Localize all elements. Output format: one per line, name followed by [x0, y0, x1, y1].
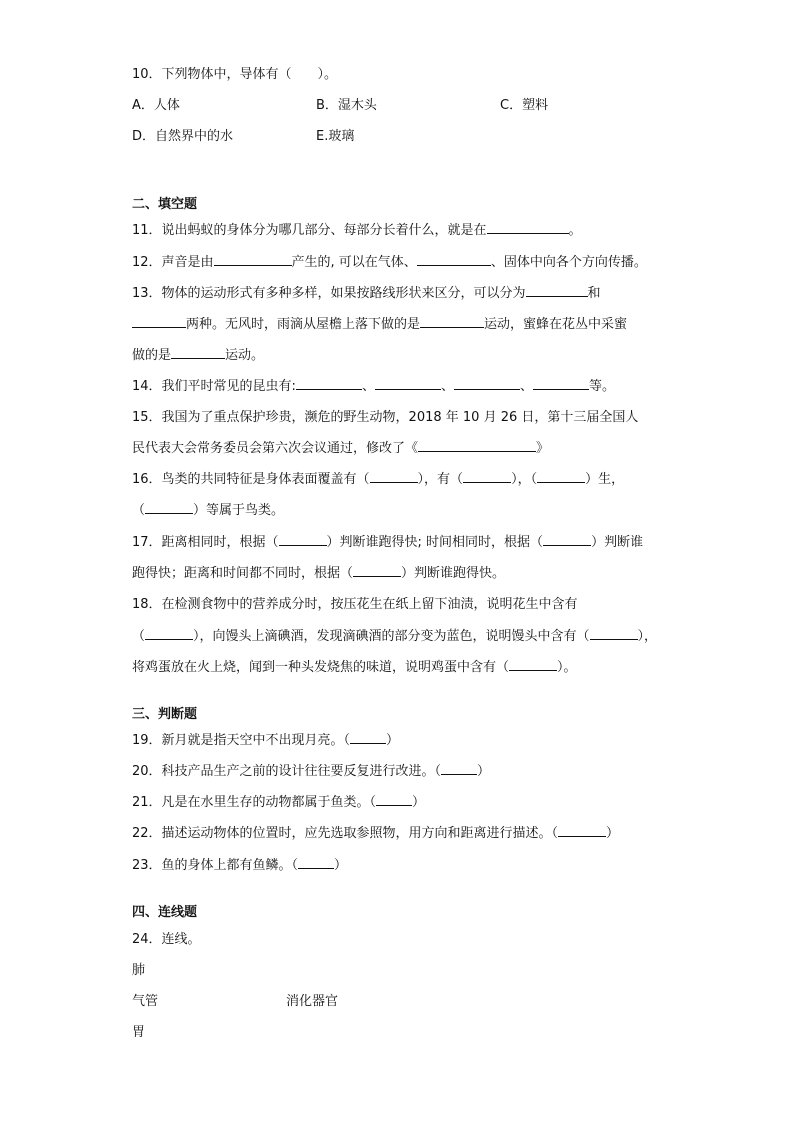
answer-blank[interactable]	[526, 285, 588, 297]
option-e: E.玻璃	[316, 129, 355, 144]
answer-blank[interactable]	[350, 732, 386, 744]
q19-end: ）	[386, 733, 400, 748]
answer-blank[interactable]	[509, 659, 557, 671]
question-14	[132, 378, 615, 396]
q15-end: 》	[536, 441, 550, 456]
q18-text-3: ），	[637, 629, 658, 644]
answer-blank[interactable]	[543, 534, 591, 546]
answer-blank[interactable]	[590, 628, 638, 640]
question-10-stem: 10．下列物体中，导体有（ ）。	[132, 67, 338, 82]
q16-text: 16．鸟类的共同特征是身体表面覆盖有（	[132, 472, 370, 487]
answer-blank[interactable]	[418, 440, 536, 452]
q13-text-5: 做的是	[132, 348, 172, 363]
separator: 、	[440, 379, 454, 394]
question-18-line-1: 18．在检测食物中的营养成分时，按压花生在纸上留下油渍，说明花生中含有	[132, 597, 578, 612]
section-true-false-title: 三、判断题	[132, 707, 198, 722]
question-13-line-2	[132, 316, 627, 334]
q23-end: ）	[334, 858, 348, 873]
separator: 、	[519, 379, 533, 394]
q17-text: 17．距离相同时，根据（	[132, 535, 279, 550]
question-20	[132, 763, 490, 781]
q18-text: （	[132, 629, 146, 644]
q17-text-2: ）判断谁跑得快; 时间相同时，根据（	[326, 535, 544, 550]
answer-blank[interactable]	[376, 794, 412, 806]
answer-blank[interactable]	[370, 471, 418, 483]
question-17-line-2	[132, 565, 505, 583]
q16-text-2: ），有（	[417, 472, 464, 487]
q15-text: 民代表大会常务委员会第六次会议通过，修改了《	[132, 441, 419, 456]
q16-text-3: ），（	[511, 472, 538, 487]
question-19	[132, 732, 399, 750]
answer-blank[interactable]	[417, 254, 491, 266]
match-left-item[interactable]: 肺	[132, 963, 146, 978]
answer-blank[interactable]	[279, 534, 327, 546]
question-12	[132, 254, 647, 272]
option-b: B．湿木头	[316, 98, 377, 113]
answer-blank[interactable]	[375, 378, 441, 390]
q21-text: 21．凡是在水里生存的动物都属于鱼类。（	[132, 795, 377, 810]
q22-text: 22．描述运动物体的位置时，应先选取参照物，用方向和距离进行描述。（	[132, 826, 559, 841]
question-13-line-3	[132, 347, 264, 365]
q13-text-2: 和	[587, 286, 601, 301]
q16-text-5: （	[132, 503, 146, 518]
answer-blank[interactable]	[487, 222, 569, 234]
answer-blank[interactable]	[537, 471, 585, 483]
answer-blank[interactable]	[353, 565, 401, 577]
match-right-item[interactable]: 消化器官	[286, 994, 339, 1009]
answer-blank[interactable]	[441, 763, 477, 775]
answer-blank[interactable]	[214, 254, 292, 266]
question-22	[132, 825, 619, 843]
q18-text-2: ），向馒头上滴碘酒，发现滴碘酒的部分变为蓝色，说明馒头中含有（	[193, 629, 590, 644]
section-matching-title: 四、连线题	[132, 905, 198, 920]
answer-blank[interactable]	[454, 378, 520, 390]
question-18-line-3	[132, 659, 577, 677]
question-15-line-2	[132, 440, 549, 458]
answer-blank[interactable]	[171, 347, 225, 359]
separator: 、	[361, 379, 375, 394]
answer-blank[interactable]	[132, 316, 186, 328]
q20-end: ）	[477, 764, 491, 779]
answer-blank[interactable]	[463, 471, 511, 483]
q11-end: 。	[568, 223, 582, 238]
q23-text: 23．鱼的身体上都有鱼鳞。（	[132, 858, 299, 873]
q17-text-4: 跑得快；距离和时间都不同时，根据（	[132, 566, 354, 581]
q13-text-4: 运动，蜜蜂在花丛中采蜜	[484, 317, 628, 332]
option-c: C．塑料	[500, 98, 549, 113]
question-16-line-1	[132, 471, 624, 489]
q14-text: 14．我们平时常见的昆虫有:	[132, 379, 296, 394]
q18-text-5: ）。	[557, 660, 577, 675]
q13-text-6: 运动。	[225, 348, 265, 363]
q13-text: 13．物体的运动形式有多种多样，如果按路线形状来区分，可以分为	[132, 286, 526, 301]
question-21	[132, 794, 425, 812]
q16-text-6: ）等属于鸟类。	[193, 503, 285, 518]
question-18-line-2	[132, 628, 657, 646]
q20-text: 20．科技产品生产之前的设计往往要反复进行改进。（	[132, 764, 442, 779]
q18-text-4: 将鸡蛋放在火上烧，闻到一种头发烧焦的味道，说明鸡蛋中含有（	[132, 660, 510, 675]
answer-blank[interactable]	[145, 628, 193, 640]
question-16-line-2	[132, 502, 284, 520]
answer-blank[interactable]	[533, 378, 589, 390]
q21-end: ）	[412, 795, 426, 810]
answer-blank[interactable]	[296, 378, 362, 390]
q17-text-5: ）判断谁跑得快。	[401, 566, 506, 581]
match-left-item[interactable]: 气管	[132, 994, 159, 1009]
q14-end: 等。	[588, 379, 615, 394]
option-a: A．人体	[132, 98, 180, 113]
answer-blank[interactable]	[298, 857, 334, 869]
q13-text-3: 两种。无风时，雨滴从屋檐上落下做的是	[186, 317, 421, 332]
question-24-stem: 24．连线。	[132, 932, 201, 947]
q12-text: 12．声音是由	[132, 255, 214, 270]
question-15-line-1: 15．我国为了重点保护珍贵，濒危的野生动物，2018 年 10 月 26 日，第十三届全国人	[132, 410, 639, 425]
answer-blank[interactable]	[558, 825, 606, 837]
section-fill-blank-title: 二、填空题	[132, 197, 198, 212]
answer-blank[interactable]	[145, 502, 193, 514]
answer-blank[interactable]	[420, 316, 484, 328]
question-13-line-1	[132, 285, 601, 303]
question-23	[132, 857, 347, 875]
question-11	[132, 222, 582, 240]
q22-end: ）	[606, 826, 620, 841]
q11-text: 11．说出蚂蚁的身体分为哪几部分、每部分长着什么，就是在	[132, 223, 487, 238]
question-17-line-1	[132, 534, 643, 552]
q16-text-4: ）生，	[585, 472, 625, 487]
q17-text-3: ）判断谁	[591, 535, 644, 550]
option-d: D．自然界中的水	[132, 129, 234, 144]
q12-text-3: 、固体中向各个方向传播。	[490, 255, 647, 270]
q19-text: 19．新月就是指天空中不出现月亮。（	[132, 733, 351, 748]
q12-text-2: 产生的, 可以在气体、	[291, 255, 417, 270]
match-left-item[interactable]: 胃	[132, 1025, 146, 1040]
